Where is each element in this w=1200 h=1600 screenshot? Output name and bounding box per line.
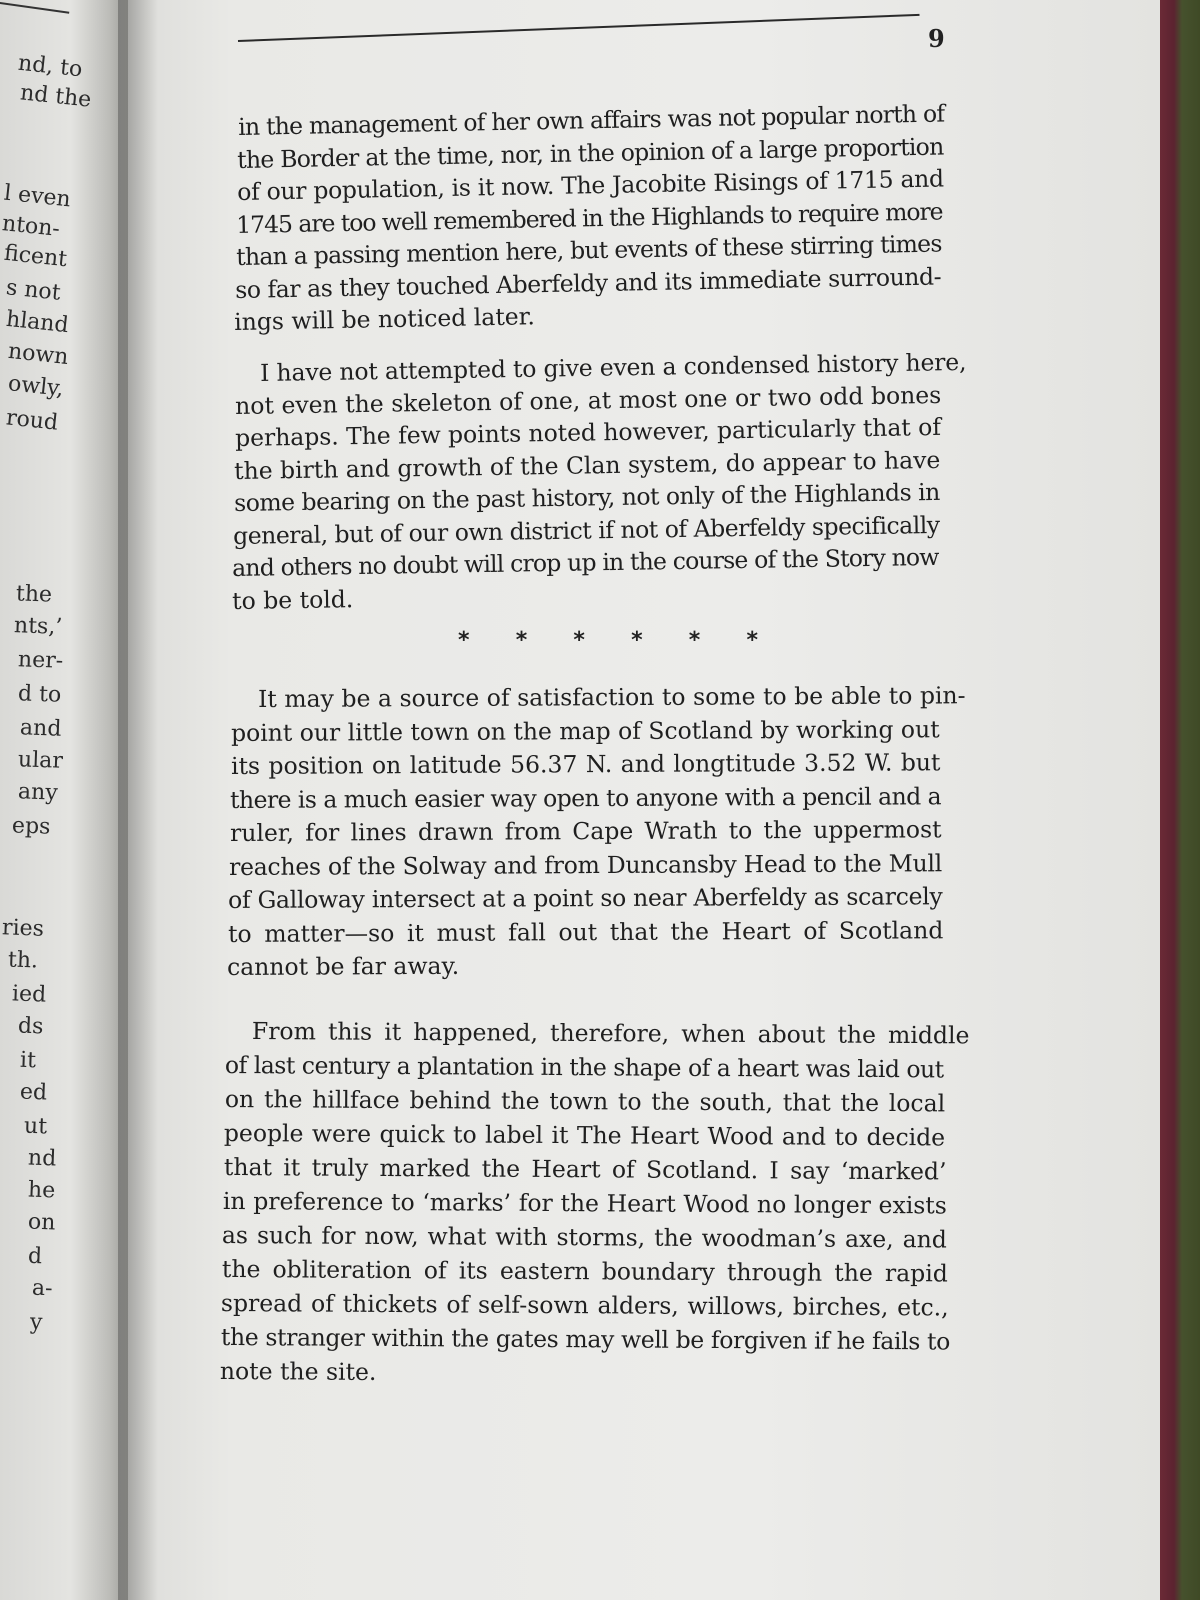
text-line: 1745 are too well remembered in the Highlands to require more <box>236 196 943 239</box>
left-page-fragment: any <box>17 779 59 806</box>
left-page-fragment: the <box>15 581 53 608</box>
text-line: cannot be far away. <box>227 951 460 981</box>
text-line: the Border at the time, nor, in the opinion of a large proportion <box>237 131 945 174</box>
text-line: to matter—so it must fall out that the Heart of Scotland <box>227 915 944 948</box>
left-page-fragment: hland <box>4 306 70 339</box>
left-page-fragment: ries <box>1 915 45 942</box>
text-line: people were quick to label it The Heart Wood and to decide <box>224 1119 946 1152</box>
text-line: note the site. <box>219 1357 377 1386</box>
left-page-fragment: nd <box>27 1145 57 1172</box>
left-page-fragment: roud <box>4 405 60 436</box>
text-line: on the hillface behind the town to the south, that the local <box>224 1085 946 1118</box>
left-page-fragment: nts,’ <box>13 613 63 640</box>
page-number: 9 <box>928 24 945 53</box>
left-page <box>0 0 128 1600</box>
text-line: so far as they touched Aberfeldy and its immediate surround- <box>234 261 942 304</box>
left-page-fragment: d to <box>17 681 62 708</box>
left-page-fragment: ds <box>17 1013 44 1040</box>
left-page-fragment: s not <box>4 275 62 306</box>
left-page-rule <box>0 2 69 14</box>
text-line: From this it happened, therefore, when about the middle <box>251 1017 970 1050</box>
book-cover-edge <box>1160 0 1200 1600</box>
text-line: of our population, is it now. The Jacobite Risings of 1715 and <box>236 164 944 206</box>
text-line: its position on latitude 56.37 N. and longtitude 3.52 W. but <box>230 748 941 780</box>
left-page-fragment: ular <box>17 747 64 774</box>
separator-star: * <box>573 628 585 653</box>
text-line: and others no doubt will crop up in the course of the Story now <box>232 542 940 582</box>
left-page-fragment: eps <box>11 813 51 840</box>
text-line: perhaps. The few points noted however, particularly that of <box>234 412 941 452</box>
left-page-fragment: d <box>27 1243 43 1270</box>
left-page-fragment: nd, to <box>16 50 84 83</box>
text-line: the stranger within the gates may well be forgiven if he fails to <box>220 1323 950 1356</box>
left-page-fragment: on <box>27 1209 56 1236</box>
header-rule <box>238 14 920 42</box>
text-line: I have not attempted to give even a condensed history here, <box>259 347 967 387</box>
text-line: as such for now, what with storms, the woodman’s axe, and <box>222 1221 948 1254</box>
left-page-fragment: ficent <box>2 240 69 273</box>
separator-star: * <box>515 628 528 653</box>
text-line: general, but of our own district if not of Aberfeldy specifically <box>232 510 940 550</box>
text-line: ruler, for lines drawn from Cape Wrath to the uppermost <box>229 815 942 847</box>
text-line: in the management of her own affairs was not popular north of <box>237 99 945 141</box>
text-line: than a passing mention here, but events of these stirring times <box>235 229 942 271</box>
left-page-fragment: nton- <box>0 211 62 242</box>
text-line: of Galloway intersect at a point so near Aberfeldy as scarcely <box>228 882 943 914</box>
left-page-fragment: th. <box>7 947 39 974</box>
separator-star: * <box>458 628 470 653</box>
text-line: point our little town on the map of Scotland by working out <box>231 714 941 747</box>
text-line: to be told. <box>231 584 354 615</box>
page-gutter <box>118 0 158 1600</box>
separator-star: * <box>746 628 758 653</box>
left-page-fragment: ied <box>11 981 47 1008</box>
text-line: there is a much easier way open to anyone with a pencil and a <box>230 781 942 814</box>
left-page-fragment: he <box>27 1177 56 1204</box>
text-line: It may be a source of satisfaction to some to be able to pin- <box>257 681 966 713</box>
section-separator <box>458 628 758 653</box>
text-line: some bearing on the past history, not only of the Highlands in <box>233 477 940 517</box>
left-page-fragment: owly, <box>6 371 65 402</box>
text-line: in preference to ‘marks’ for the Heart Wood no longer exists <box>222 1187 947 1220</box>
left-page-fragment: nd the <box>18 80 93 113</box>
left-page-fragment: nown <box>6 338 70 371</box>
left-page-fragment: ut <box>23 1113 48 1140</box>
text-line: the obliteration of its eastern boundary through the rapid <box>221 1255 948 1288</box>
left-page-fragment: and <box>19 715 62 742</box>
text-line: not even the skeleton of one, at most one or two odd bones <box>235 380 942 420</box>
left-page-fragment: a- <box>31 1275 54 1302</box>
text-line: ings will be noticed later. <box>234 302 536 336</box>
right-page <box>128 0 1160 1600</box>
left-page-fragment: it <box>19 1047 37 1074</box>
separator-star: * <box>688 628 701 653</box>
text-line: of last century a plantation in the shape of a heart was laid out <box>225 1051 945 1084</box>
text-line: that it truly marked the Heart of Scotland. I say ‘marked’ <box>223 1153 947 1186</box>
left-page-fragment: ner- <box>17 647 64 674</box>
left-page-fragment: l even <box>2 180 72 213</box>
text-line: spread of thickets of self-sown alders, willows, birches, etc., <box>221 1289 949 1322</box>
text-line: the birth and growth of the Clan system, do appear to have <box>234 445 941 485</box>
separator-star: * <box>631 628 643 653</box>
left-page-fragment: ed <box>19 1079 48 1106</box>
left-page-fragment: y <box>29 1309 43 1336</box>
text-line: reaches of the Solway and from Duncansby Head to the Mull <box>228 848 943 881</box>
